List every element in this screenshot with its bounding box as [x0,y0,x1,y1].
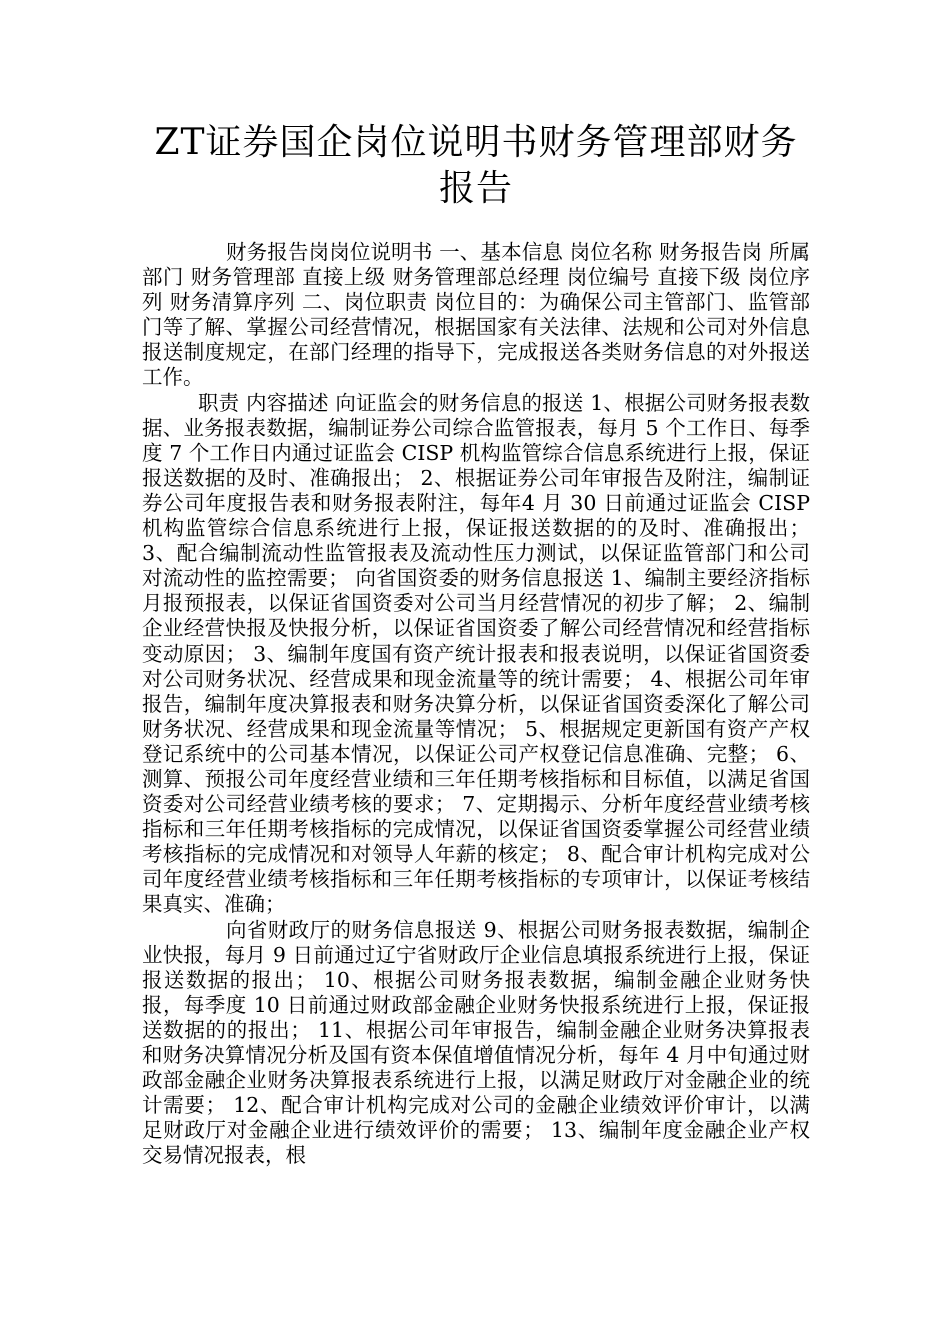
paragraph-finance-dept-reporting: 向省财政厅的财务信息报送 9、根据公司财务报表数据，编制企业快报，每月 9 日前通过辽宁省财政厅企业信息填报系统进行上报，保证报送数据的报出； 10、根据公司财务报表数据，编制金融企业财务快报，每季度 10 日前通过财政部金融企业财务快报系统进行上报，保证报送数据的的报出； 11、根据公司年审报告，编制金融企业财务决算报表和财务决算情况分析及国有资本保值增值情况分析，每年 4 月中旬通过财政部金融企业财务决算报表系统进行上报，以满足财政厅对金融企业的统计需要； 12、配合审计机构完成对公司的金融企业绩效评价审计，以满足财政厅对金融企业进行绩效评价的需要； 13、编制年度金融企业产权交易情况报表，根 [142,917,810,1168]
paragraph-csrc-reporting: 职责 内容描述 向证监会的财务信息的报送 1、根据公司财务报表数据、业务报表数据，编制证券公司综合监管报表，每月 5 个工作日、每季度 7 个工作日内通过证监会 CISP 机构监管综合信息系统进行上报，保证报送数据的及时、准确报出； 2、根据证券公司年审报告及附注，编制证券公司年度报告表和财务报表附注，每年4 月 30 日前通过证监会 CISP 机构监管综合信息系统进行上报，保证报送数据的的及时、准确报出； 3、配合编制流动性监管报表及流动性压力测试，以保证监管部门和公司对流动性的监控需要； 向省国资委的财务信息报送 1、编制主要经济指标月报预报表，以保证省国资委对公司当月经营情况的初步了解； 2、编制企业经营快报及快报分析，以保证省国资委了解公司经营情况和经营指标变动原因； 3、编制年度国有资产统计报表和报表说明，以保证省国资委对公司财务状况、经营成果和现金流量等的统计需要； 4、根据公司年审报告，编制年度决算报表和财务决算分析，以保证省国资委深化了解公司财务状况、经营成果和现金流量等情况； 5、根据规定更新国有资产产权登记系统中的公司基本情况，以保证公司产权登记信息准确、完整； 6、测算、预报公司年度经营业绩和三年任期考核指标和目标值，以满足省国资委对公司经营业绩考核的要求； 7、定期揭示、分析年度经营业绩考核指标和三年任期考核指标的完成情况，以保证省国资委掌握公司经营业绩考核指标的完成情况和对领导人年薪的核定； 8、配合审计机构完成对公司年度经营业绩考核指标和三年任期考核指标的专项审计，以保证考核结果真实、准确； [142,390,810,917]
paragraph-basic-info: 财务报告岗岗位说明书 一、基本信息 岗位名称 财务报告岗 所属部门 财务管理部 直接上级 财务管理部总经理 岗位编号 直接下级 岗位序列 财务清算序列 二、岗位职责 岗位目的：为确保公司主管部门、监管部门等了解、掌握公司经营情况，根据国家有关法律、法规和公司对外信息报送制度规定，在部门经理的指导下，完成报送各类财务信息的对外报送工作。 [142,240,810,390]
document-page [142,120,810,1168]
document-title: ZT证券国企岗位说明书财务管理部财务报告 [154,122,798,209]
